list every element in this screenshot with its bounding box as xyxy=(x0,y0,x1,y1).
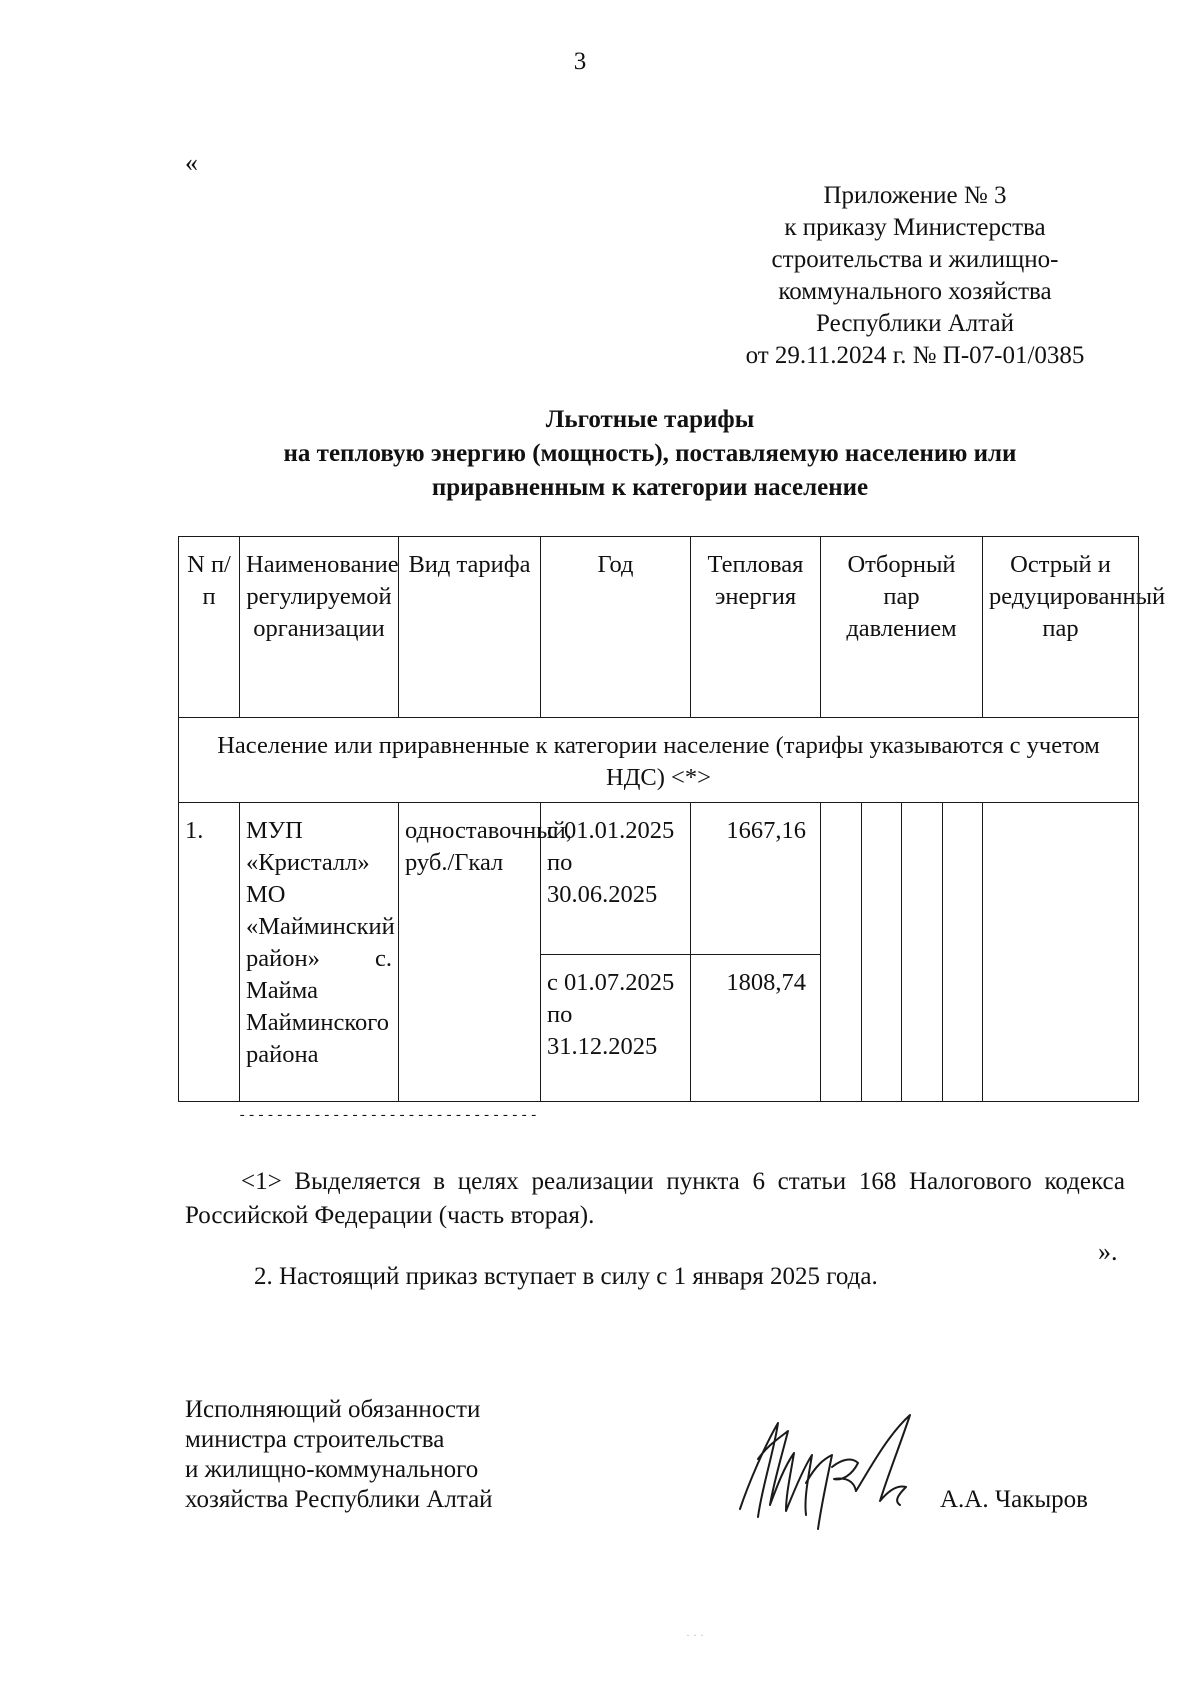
header-sharp-steam: Острый и редуцированный пар xyxy=(983,537,1139,718)
heat-energy-value: 1808,74 xyxy=(691,954,821,1102)
header-num: N п/п xyxy=(179,537,240,718)
title-line: Льготные тарифы xyxy=(545,406,755,433)
organization-name: МУП «Кристалл» МО «Майминский район» с. Майма Майминского района xyxy=(240,803,399,1102)
sharp-steam-cell xyxy=(983,803,1139,1102)
empty-cell xyxy=(901,803,942,1101)
appendix-line: Республики Алтай xyxy=(816,310,1014,337)
appendix-line: строительства и жилищно- xyxy=(771,246,1059,273)
empty-cell xyxy=(861,803,902,1101)
header-extraction-steam: Отборный пар давлением xyxy=(821,537,983,718)
closing-quote: ». xyxy=(1098,1237,1118,1266)
page-number: 3 xyxy=(573,48,587,75)
scan-artifact: · · · xyxy=(686,1628,704,1642)
empty-cell xyxy=(821,803,861,1101)
signer-line: и жилищно-коммунального xyxy=(185,1456,479,1483)
footnote-separator: -------------------------------- xyxy=(238,1108,539,1124)
footnote: <1> Выделяется в целях реализации пункта 6 статьи 168 Налогового кодекса Российской Федерации (часть вторая). xyxy=(185,1168,1125,1229)
handwritten-signature xyxy=(738,1405,943,1530)
header-year: Год xyxy=(541,537,691,718)
clause-2: 2. Настоящий приказ вступает в силу с 1 января 2025 года. xyxy=(254,1263,878,1290)
appendix-line: Приложение № 3 xyxy=(823,182,1007,209)
signer-name: А.А. Чакыров xyxy=(940,1486,1088,1513)
signer-line: Исполняющий обязанности xyxy=(185,1396,481,1423)
appendix-block xyxy=(700,180,1130,372)
header-tariff-type: Вид тарифа xyxy=(399,537,541,718)
title-line: приравненным к категории население xyxy=(431,474,869,501)
period: с 01.01.2025 по 30.06.2025 xyxy=(541,803,691,955)
signer-position xyxy=(185,1395,493,1515)
signer-line: хозяйства Республики Алтай xyxy=(185,1486,493,1513)
appendix-line: от 29.11.2024 г. № П-07-01/0385 xyxy=(745,342,1085,369)
signer-line: министра строительства xyxy=(185,1426,445,1453)
table-header-row xyxy=(179,537,1139,718)
title-line: на тепловую энергию (мощность), поставляемую населению или xyxy=(283,440,1017,467)
row-number: 1. xyxy=(179,803,240,1102)
tariff-type: одноставочный, руб./Гкал xyxy=(399,803,541,1102)
empty-cell xyxy=(942,803,983,1101)
section-label: Население или приравненные к категории население (тарифы указываются с учетом НДС) <*> xyxy=(179,718,1139,803)
tariff-table xyxy=(178,536,1166,1102)
appendix-line: к приказу Министерства xyxy=(784,214,1046,241)
header-organization: Наименование регулируемой организации xyxy=(240,537,399,718)
appendix-line: коммунального хозяйства xyxy=(778,278,1052,305)
table-row xyxy=(179,803,1139,955)
heat-energy-value: 1667,16 xyxy=(691,803,821,955)
table-section-row xyxy=(179,718,1139,803)
opening-quote: « xyxy=(185,148,198,177)
header-heat-energy: Тепловая энергия xyxy=(691,537,821,718)
document-title xyxy=(180,403,1120,505)
period: с 01.07.2025 по 31.12.2025 xyxy=(541,954,691,1102)
extraction-steam-cells xyxy=(821,803,983,1102)
